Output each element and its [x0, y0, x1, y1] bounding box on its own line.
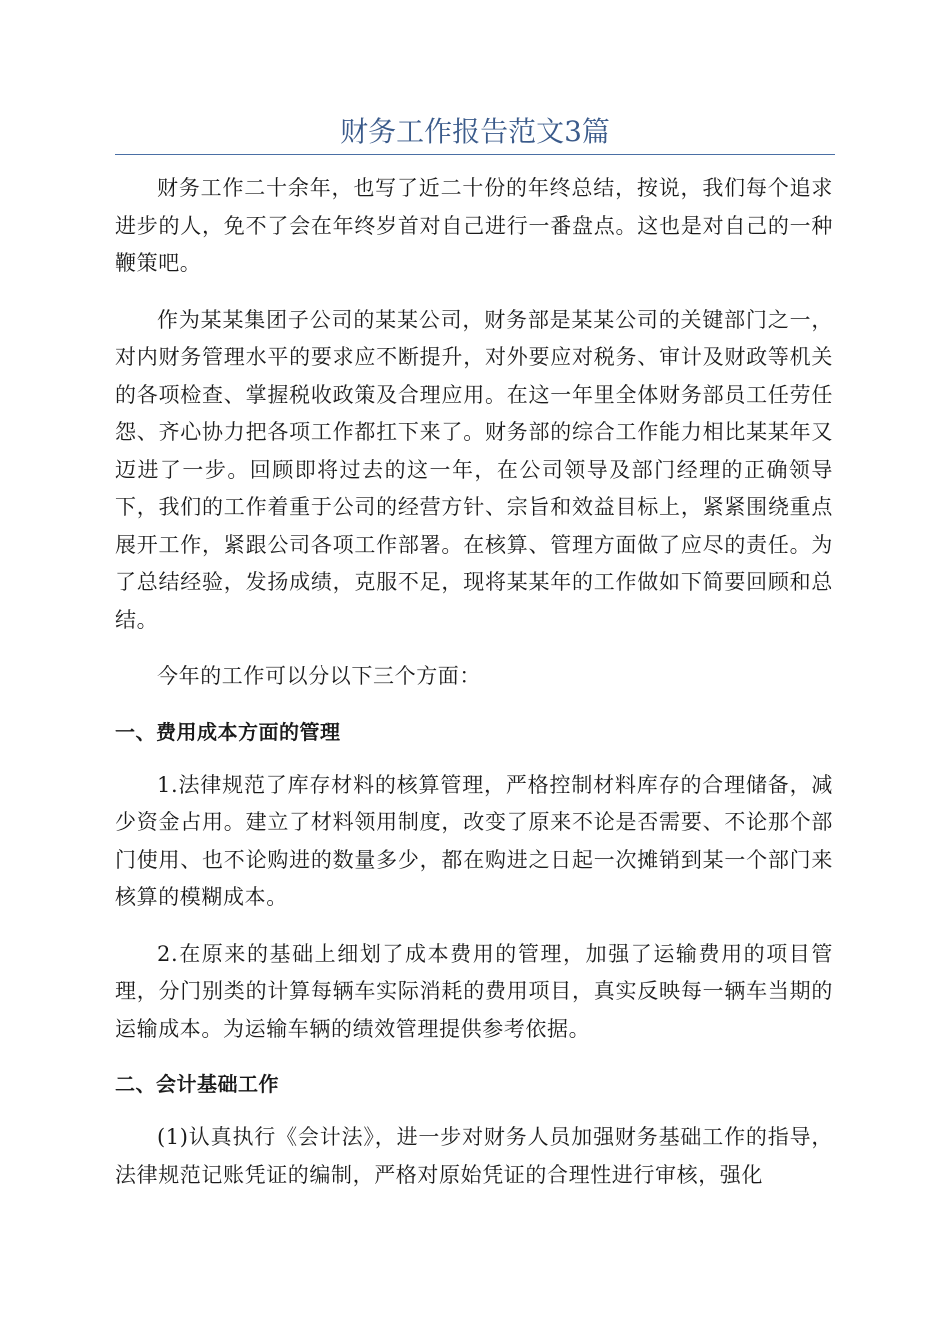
- paragraph-accounting-1: (1)认真执行《会计法》，进一步对财务人员加强财务基础工作的指导，法律规范记账凭证的编制，严格对原始凭证的合理性进行审核，强化: [115, 1125, 833, 1187]
- document-body: [115, 170, 833, 1213]
- paragraph-cost-2: 2.在原来的基础上细划了成本费用的管理，加强了运输费用的项目管理，分门别类的计算每辆车实际消耗的费用项目，真实反映每一辆车当期的运输成本。为运输车辆的绩效管理提供参考依据。: [115, 941, 833, 1041]
- paragraph-overview: 作为某某集团子公司的某某公司，财务部是某某公司的关键部门之一，对内财务管理水平的要求应不断提升，对外要应对税务、审计及财政等机关的各项检查、掌握税收政策及合理应用。在这一年里全体财务部员工任劳任怨、齐心协力把各项工作都扛下来了。财务部的综合工作能力相比某某年又迈进了一步。回顾即将过去的这一年，在公司领导及部门经理的正确领导下，我们的工作着重于公司的经营方针、宗旨和效益目标上，紧紧围绕重点展开工作，紧跟公司各项工作部署。在核算、管理方面做了应尽的责任。为了总结经验，发扬成绩，克服不足，现将某某年的工作做如下简要回顾和总结。: [115, 307, 833, 632]
- paragraph-aspects: 今年的工作可以分以下三个方面：: [157, 664, 481, 688]
- paragraph-cost-1: 1.法律规范了库存材料的核算管理，严格控制材料库存的合理储备，减少资金占用。建立了材料领用制度，改变了原来不论是否需要、不论那个部门使用、也不论购进的数量多少，都在购进之日起一次摊销到某一个部门来核算的模糊成本。: [115, 772, 833, 909]
- section-heading-accounting: 二、会计基础工作: [115, 1072, 279, 1096]
- paragraph-intro: 财务工作二十余年，也写了近二十份的年终总结，按说，我们每个追求进步的人，免不了会在年终岁首对自己进行一番盘点。这也是对自己的一种鞭策吧。: [115, 176, 833, 275]
- section-heading-cost: 一、费用成本方面的管理: [115, 719, 341, 744]
- title-underline: [115, 154, 835, 155]
- document-title: 财务工作报告范文3篇: [340, 115, 610, 148]
